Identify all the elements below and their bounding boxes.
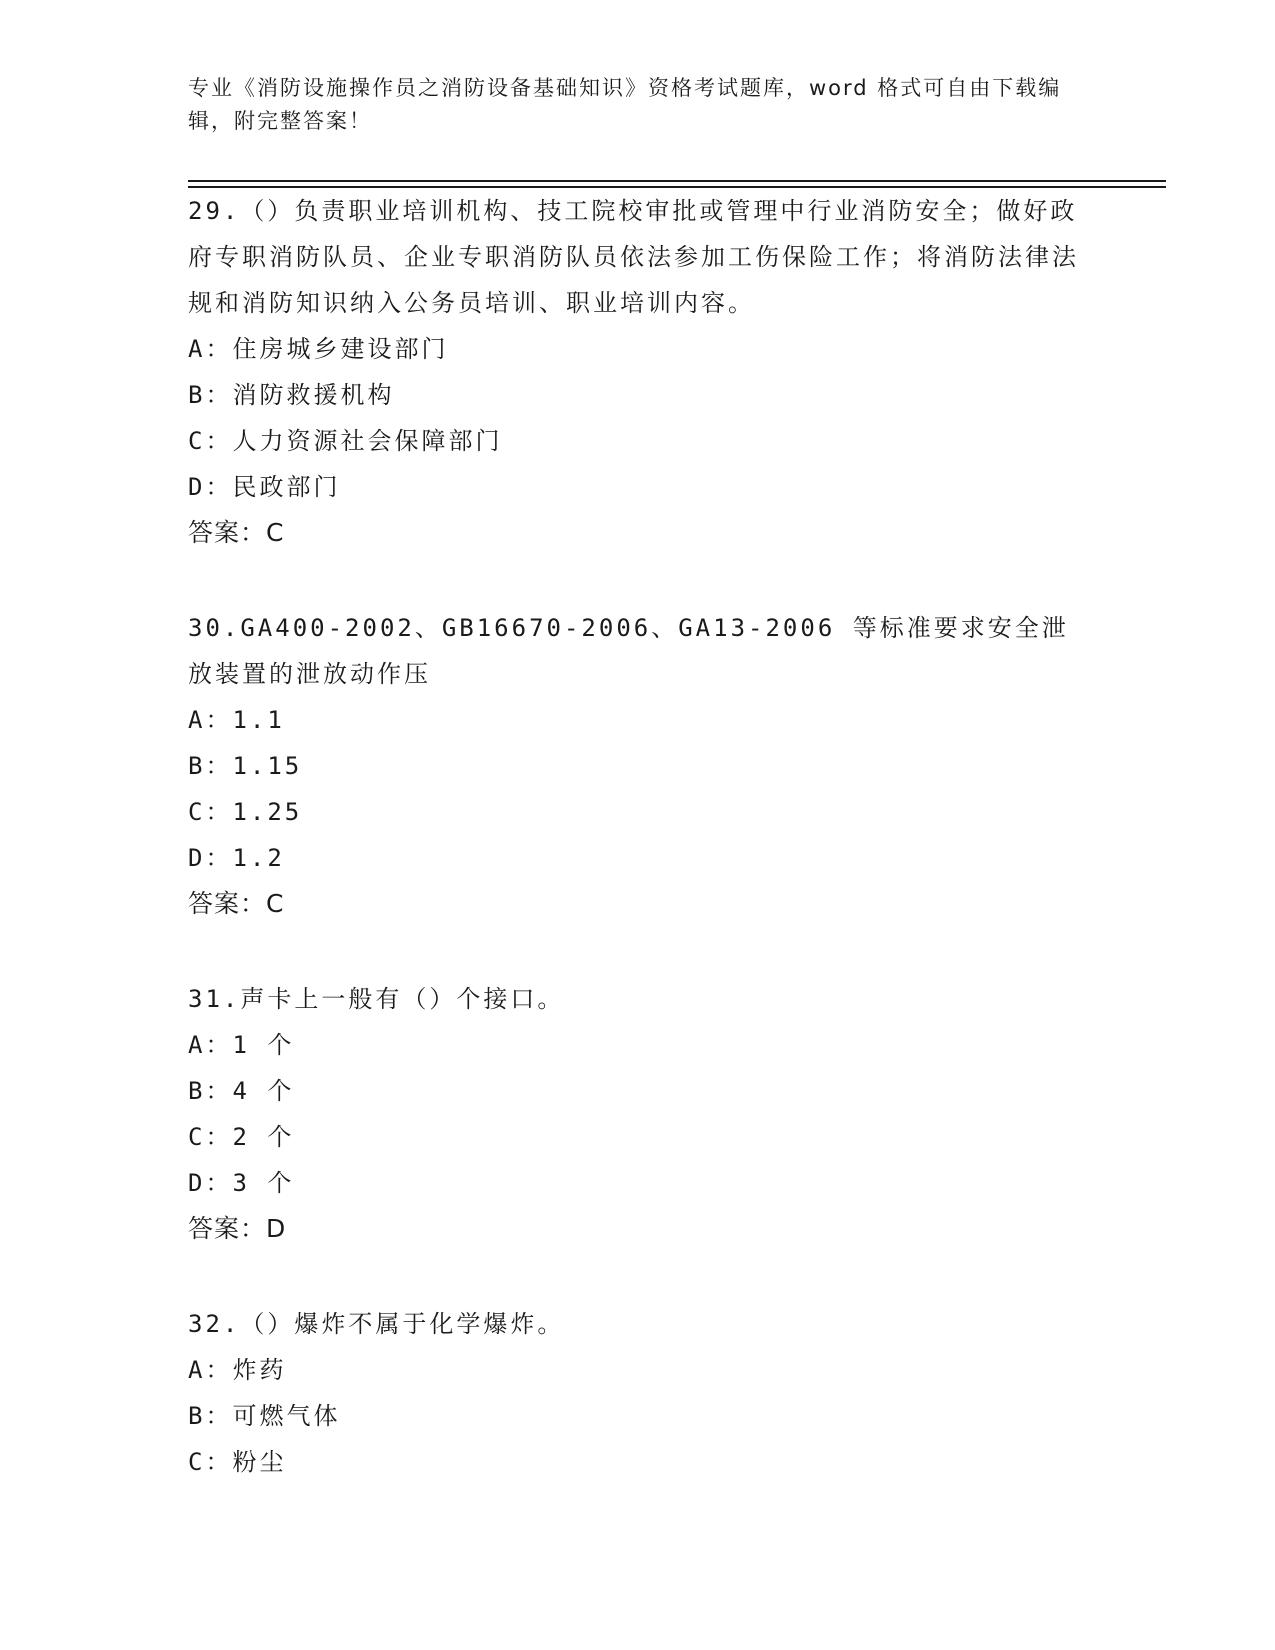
question-31 bbox=[188, 976, 1088, 1252]
answer: 答案：C bbox=[188, 518, 285, 547]
question-30 bbox=[188, 605, 1088, 927]
option-a: A：1 个 bbox=[188, 1031, 295, 1059]
option-a: A：1.1 bbox=[188, 706, 285, 734]
option-c: C：1.25 bbox=[188, 798, 303, 826]
option-d: D：1.2 bbox=[188, 844, 285, 872]
option-a: A：住房城乡建设部门 bbox=[188, 335, 449, 363]
question-text: 32.（）爆炸不属于化学爆炸。 bbox=[188, 1310, 565, 1338]
option-b: B：消防救援机构 bbox=[188, 381, 395, 409]
option-a: A：炸药 bbox=[188, 1356, 287, 1384]
divider-line bbox=[188, 180, 1166, 182]
option-b: B：1.15 bbox=[188, 752, 303, 780]
option-d: D：3 个 bbox=[188, 1169, 295, 1197]
option-c: C：人力资源社会保障部门 bbox=[188, 427, 503, 455]
document-intro: 专业《消防设施操作员之消防设备基础知识》资格考试题库，word 格式可自由下载编辑，附完整答案！ bbox=[188, 76, 1062, 133]
question-list bbox=[188, 188, 1088, 1534]
question-text: 29.（）负责职业培训机构、技工院校审批或管理中行业消防安全；做好政府专职消防队员、企业专职消防队员依法参加工伤保险工作；将消防法律法规和消防知识纳入公务员培训、职业培训内容。 bbox=[188, 197, 1079, 317]
question-text: 30.GA400-2002、GB16670-2006、GA13-2006 等标准要求安全泄放装置的泄放动作压 bbox=[188, 614, 1069, 688]
option-c: C：粉尘 bbox=[188, 1448, 287, 1476]
question-29 bbox=[188, 188, 1088, 556]
question-text: 31.声卡上一般有（）个接口。 bbox=[188, 985, 565, 1013]
option-b: B：可燃气体 bbox=[188, 1402, 341, 1430]
answer: 答案：D bbox=[188, 1214, 287, 1243]
answer: 答案：C bbox=[188, 889, 285, 918]
option-d: D：民政部门 bbox=[188, 473, 341, 501]
option-b: B：4 个 bbox=[188, 1077, 295, 1105]
option-c: C：2 个 bbox=[188, 1123, 295, 1151]
question-32 bbox=[188, 1301, 1088, 1485]
